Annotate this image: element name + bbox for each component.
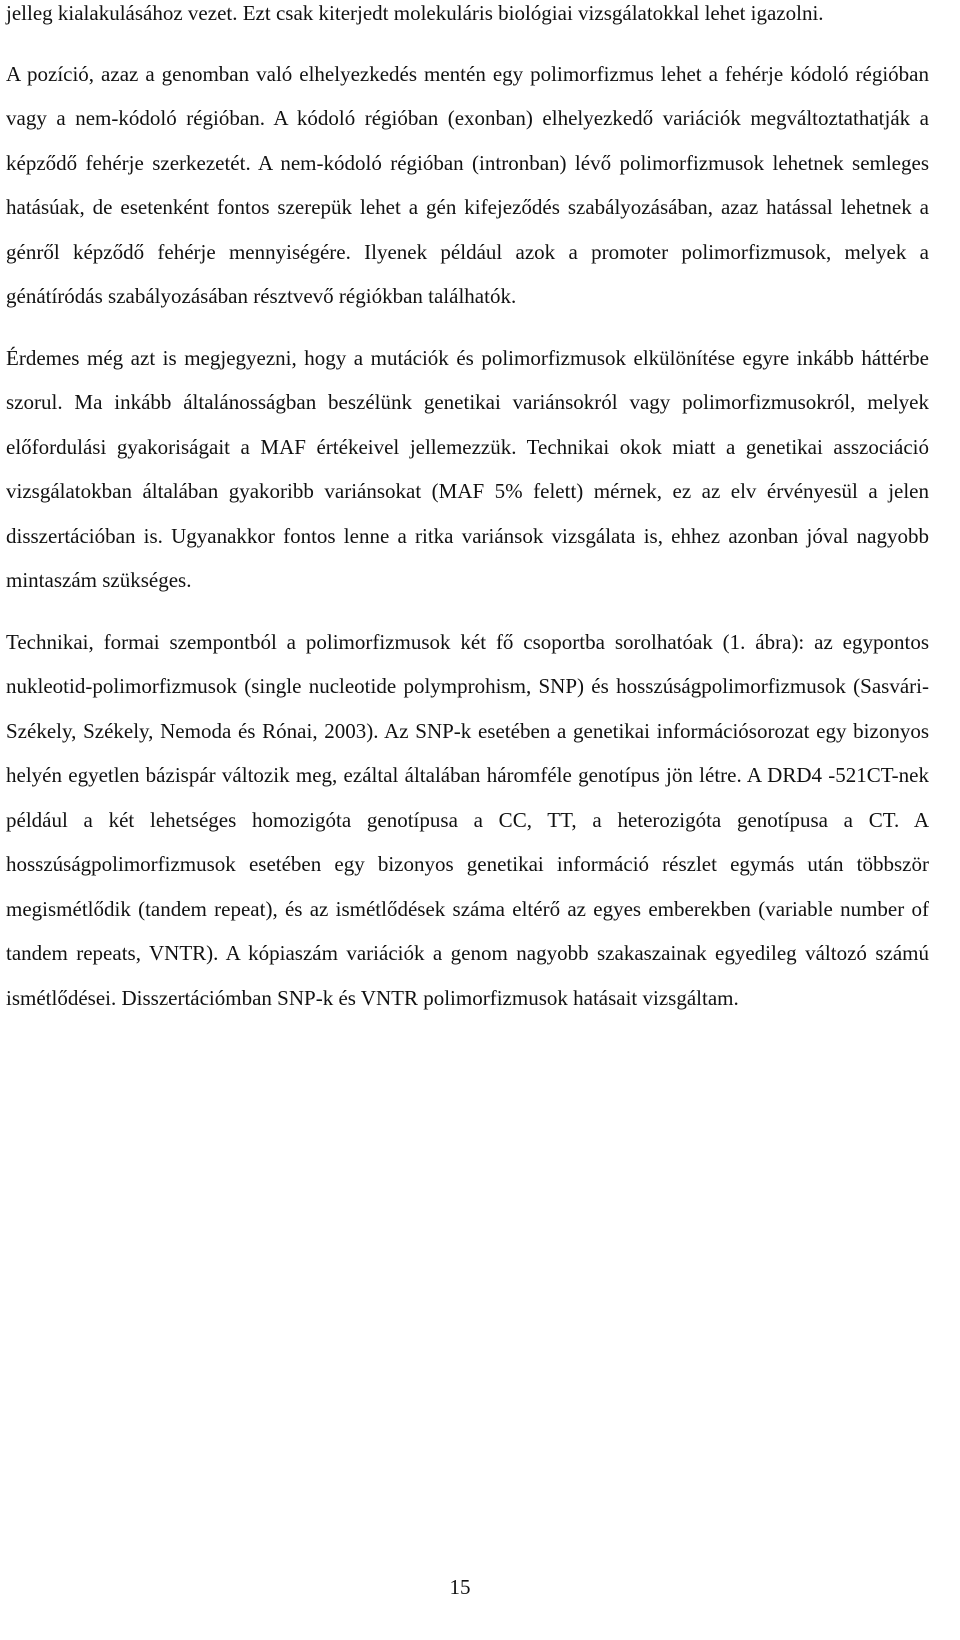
- paragraph-position: A pozíció, azaz a genomban való elhelyezkedés mentén egy polimorfizmus lehet a fehérje kódoló régióban vagy a nem-kódoló régióban. A kódoló régióban (exonban) elhelyezkedő variációk megváltoztathatják a képződő fehérje szerkezetét. A nem-kódoló régióban (intronban) lévő polimorfizmusok lehetnek semleges hatásúak, de esetenként fontos szerepük lehet a gén kifejeződés szabályozásában, azaz hatással lehetnek a génről képződő fehérje mennyiségére. Ilyenek például azok a promoter polimorfizmusok, melyek a génátíródás szabályozásában résztvevő régiókban találhatók.: [6, 61, 929, 308]
- page-number: 15: [449, 1575, 471, 1599]
- paragraph-continuation: jelleg kialakulásához vezet. Ezt csak kiterjedt molekuláris biológiai vizsgálatokkal lehet igazolni.: [6, 1, 824, 25]
- paragraph-mutations: Érdemes még azt is megjegyezni, hogy a mutációk és polimorfizmusok elkülönítése egyre inkább háttérbe szorul. Ma inkább általánosságban beszélünk genetikai variánsokról vagy polimorfizmusokról, melyek előfordulási gyakoriságait a MAF értékeivel jellemezzük. Technikai okok miatt a genetikai asszociáció vizsgálatokban általában gyakoribb variánsokat (MAF 5% felett) mérnek, ez az elv érvényesül a jelen disszertációban is. Ugyanakkor fontos lenne a ritka variánsok vizsgálata is, ehhez azonban jóval nagyobb mintaszám szükséges.: [6, 345, 929, 592]
- paragraph-polymorphism-types: Technikai, formai szempontból a polimorfizmusok két fő csoportba sorolhatóak (1. ábra): az egypontos nukleotid-polimorfizmusok (single nucleotide polymprohism, SNP) és hosszúságpolimorfizmusok (Sasvári-Székely, Székely, Nemoda és Rónai, 2003). Az SNP-k esetében a genetikai információsorozat egy bizonyos helyén egyetlen bázispár változik meg, ezáltal általában háromféle genotípus jön létre. A DRD4 -521CT-nek például a két lehetséges homozigóta genotípusa a CC, TT, a heterozigóta genotípusa a CT. A hosszúságpolimorfizmusok esetében egy bizonyos genetikai információ részlet egymás után többször megismétlődik (tandem repeat), és az ismétlődések száma eltérő az egyes emberekben (variable number of tandem repeats, VNTR). A kópiaszám variációk a genom nagyobb szakaszainak egyedileg változó számú ismétlődései. Disszertációmban SNP-k és VNTR polimorfizmusok hatásait vizsgáltam.: [6, 629, 929, 1010]
